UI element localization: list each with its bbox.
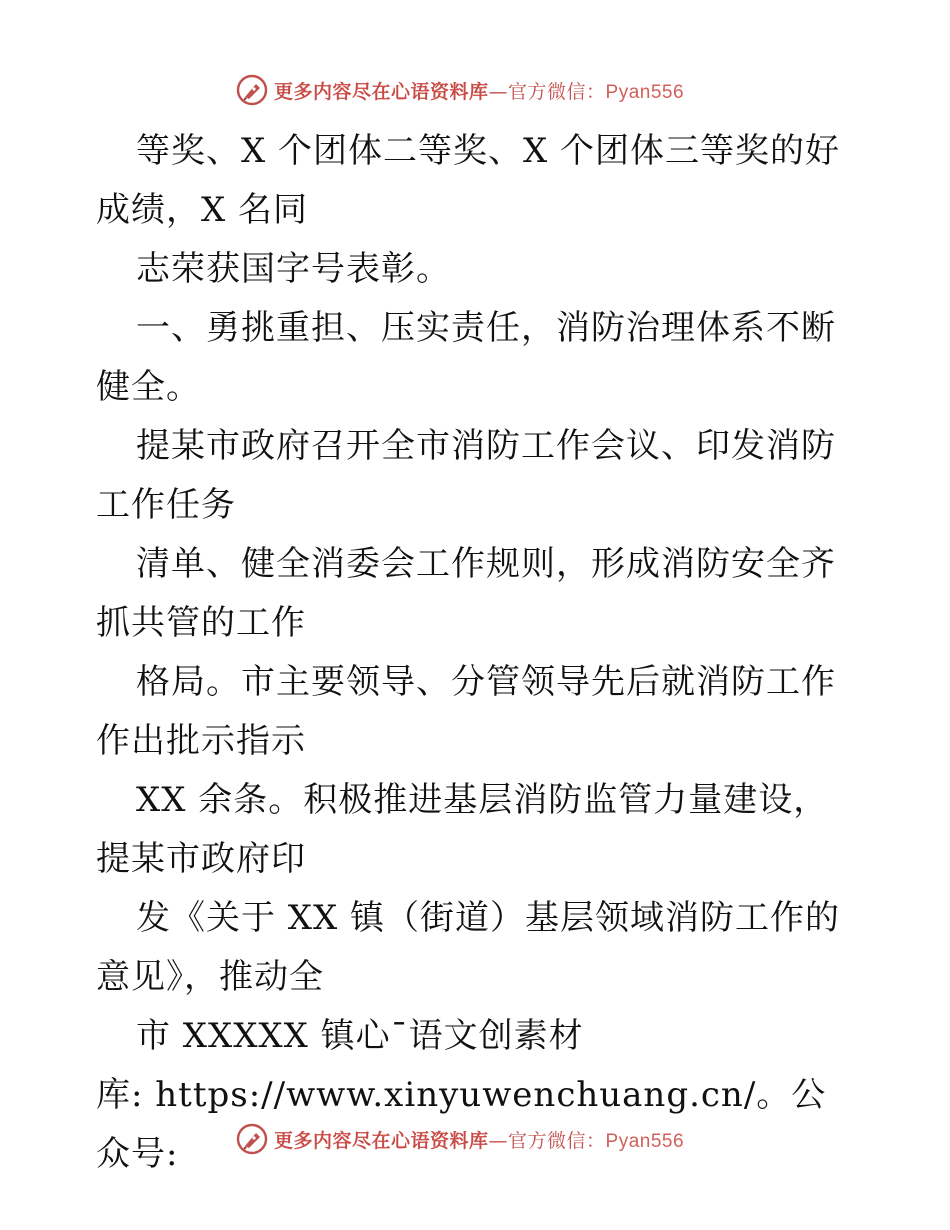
- watermark-text: [274, 1126, 684, 1153]
- paragraph-8: 发《关于 XX 镇（街道）基层领域消防工作的意见》，推动全: [96, 898, 841, 997]
- paragraph-9: 市 XXXXX 镇心¯语文创素材: [136, 1016, 584, 1056]
- watermark-tail-text: 官方微信：: [508, 1129, 606, 1152]
- watermark-wechat-id: Pyan556: [605, 1130, 685, 1152]
- document-body: [96, 122, 856, 1184]
- paragraph-4: 提某市政府召开全市消防工作会议、印发消防工作任务: [96, 426, 836, 525]
- watermark-wechat-id: Pyan556: [605, 81, 685, 103]
- watermark-main-text: 更多内容尽在心语资料库: [274, 1129, 489, 1152]
- watermark-tail-text: 官方微信：: [508, 80, 606, 103]
- paragraph-3: 一、勇挑重担、压实责任，消防治理体系不断健全。: [96, 308, 836, 407]
- paragraph-1: 等奖、X 个团体二等奖、X 个团体三等奖的好成绩，X 名同: [96, 131, 841, 230]
- paragraph-2: 志荣获国字号表彰。: [136, 249, 451, 289]
- watermark-main-text: 更多内容尽在心语资料库: [274, 80, 489, 103]
- paragraph-7: XX 余条。积极推进基层消防监管力量建设，提某市政府印: [96, 780, 829, 879]
- watermark-text: [274, 77, 684, 104]
- watermark-separator: —: [488, 1129, 509, 1152]
- paragraph-10: 库: https://www.xinyuwenchuang.cn/。公众号:: [96, 1075, 827, 1174]
- footer-watermark-banner: [236, 1122, 684, 1156]
- paragraph-5: 清单、健全消委会工作规则，形成消防安全齐抓共管的工作: [96, 544, 836, 643]
- paragraph-6: 格局。市主要领导、分管领导先后就消防工作作出批示指示: [96, 662, 836, 761]
- pen-nib-logo-icon: [236, 74, 268, 106]
- header-watermark-banner: [236, 73, 684, 107]
- pen-nib-logo-icon: [236, 1123, 268, 1155]
- watermark-separator: —: [488, 80, 509, 103]
